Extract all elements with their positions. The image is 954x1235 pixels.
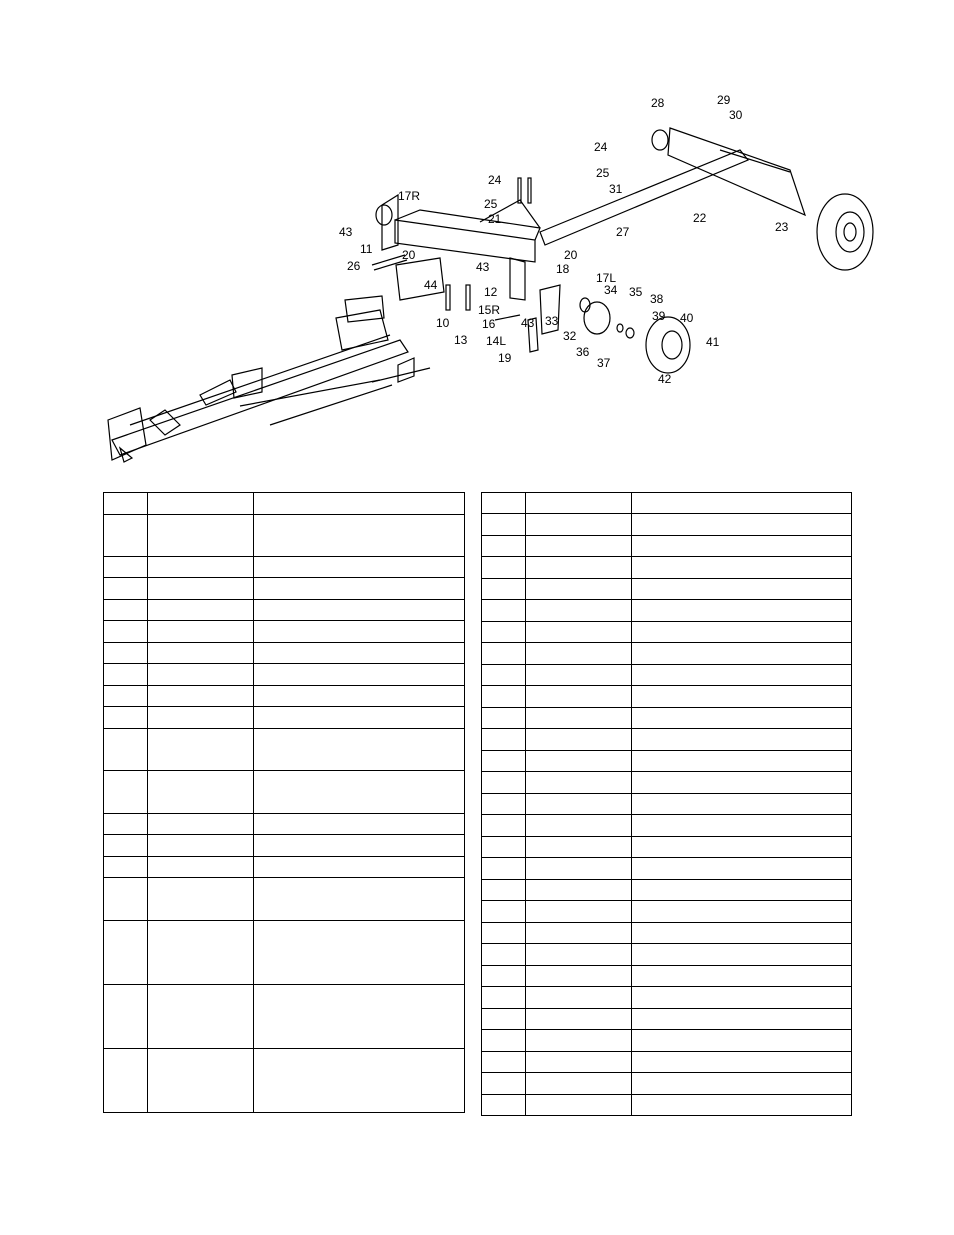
right-table-ref-cell bbox=[482, 987, 526, 1009]
right-table-description-cell bbox=[632, 729, 852, 751]
left-table-part-number-cell bbox=[148, 878, 254, 921]
right-table-row bbox=[482, 493, 852, 514]
right-table-ref-cell bbox=[482, 1073, 526, 1095]
callout-12: 12 bbox=[484, 285, 498, 299]
right-table-row bbox=[482, 987, 852, 1009]
right-table-ref-cell bbox=[482, 1095, 526, 1116]
left-table-description-cell bbox=[254, 493, 465, 515]
right-table-row bbox=[482, 923, 852, 944]
left-table-description-cell bbox=[254, 707, 465, 729]
left-table-ref-cell bbox=[104, 664, 148, 686]
left-table-description-cell bbox=[254, 643, 465, 664]
left-table-description-cell bbox=[254, 857, 465, 878]
right-table-ref-cell bbox=[482, 579, 526, 600]
right-table-description-cell bbox=[632, 622, 852, 643]
left-table-part-number-cell bbox=[148, 493, 254, 515]
right-table-description-cell bbox=[632, 901, 852, 923]
left-table-row bbox=[104, 835, 465, 857]
callout-17r: 17R bbox=[398, 189, 421, 203]
left-table-ref-cell bbox=[104, 814, 148, 835]
right-table-row bbox=[482, 708, 852, 729]
right-table-description-cell bbox=[632, 1073, 852, 1095]
left-table-ref-cell bbox=[104, 643, 148, 664]
callout-26: 26 bbox=[347, 259, 361, 273]
right-table-row bbox=[482, 751, 852, 772]
left-table-row bbox=[104, 621, 465, 643]
right-table-part-number-cell bbox=[526, 1009, 632, 1030]
right-table-ref-cell bbox=[482, 772, 526, 794]
right-table-description-cell bbox=[632, 880, 852, 901]
left-table-row bbox=[104, 686, 465, 707]
callout-32: 32 bbox=[563, 329, 577, 343]
left-table-ref-cell bbox=[104, 557, 148, 578]
right-table-row bbox=[482, 643, 852, 665]
right-table-row bbox=[482, 794, 852, 815]
right-table-part-number-cell bbox=[526, 880, 632, 901]
right-table-row bbox=[482, 514, 852, 536]
right-table-row bbox=[482, 1052, 852, 1073]
right-table-row bbox=[482, 858, 852, 880]
right-table-part-number-cell bbox=[526, 493, 632, 514]
left-table-part-number-cell bbox=[148, 729, 254, 771]
right-table-row bbox=[482, 579, 852, 600]
left-table-ref-cell bbox=[104, 493, 148, 515]
callout-37: 37 bbox=[597, 356, 611, 370]
left-table-ref-cell bbox=[104, 1049, 148, 1113]
callout-35: 35 bbox=[629, 285, 643, 299]
right-table-row bbox=[482, 966, 852, 987]
right-table-part-number-cell bbox=[526, 987, 632, 1009]
right-table-part-number-cell bbox=[526, 557, 632, 579]
left-table-ref-cell bbox=[104, 985, 148, 1049]
left-table-description-cell bbox=[254, 878, 465, 921]
callout-44: 44 bbox=[424, 278, 438, 292]
right-table-ref-cell bbox=[482, 514, 526, 536]
left-table-part-number-cell bbox=[148, 985, 254, 1049]
drawbar-assembly bbox=[108, 296, 430, 462]
left-table-ref-cell bbox=[104, 707, 148, 729]
left-table-description-cell bbox=[254, 814, 465, 835]
right-table-row bbox=[482, 1030, 852, 1052]
left-table-ref-cell bbox=[104, 578, 148, 600]
callout-25-right: 25 bbox=[596, 166, 610, 180]
right-table-part-number-cell bbox=[526, 1073, 632, 1095]
right-table-part-number-cell bbox=[526, 686, 632, 708]
left-table-ref-cell bbox=[104, 878, 148, 921]
right-table-description-cell bbox=[632, 493, 852, 514]
callout-40: 40 bbox=[680, 311, 694, 325]
right-table-row bbox=[482, 1009, 852, 1030]
callout-11: 11 bbox=[360, 242, 373, 256]
right-table-part-number-cell bbox=[526, 772, 632, 794]
right-table-description-cell bbox=[632, 944, 852, 966]
left-table-row bbox=[104, 921, 465, 985]
left-table-ref-cell bbox=[104, 729, 148, 771]
right-table-ref-cell bbox=[482, 665, 526, 686]
right-table-ref-cell bbox=[482, 600, 526, 622]
right-table-description-cell bbox=[632, 665, 852, 686]
callout-24-right: 24 bbox=[594, 140, 608, 154]
callout-30: 30 bbox=[729, 108, 743, 122]
left-table-row bbox=[104, 1049, 465, 1113]
parts-table-right bbox=[481, 492, 852, 1116]
callout-31: 31 bbox=[609, 182, 623, 196]
callout-18: 18 bbox=[556, 262, 570, 276]
callout-19: 19 bbox=[498, 351, 512, 365]
left-table-row bbox=[104, 729, 465, 771]
left-table-part-number-cell bbox=[148, 771, 254, 814]
left-table-row bbox=[104, 578, 465, 600]
left-table-row bbox=[104, 600, 465, 621]
right-table-part-number-cell bbox=[526, 923, 632, 944]
callout-10: 10 bbox=[436, 316, 450, 330]
left-table-description-cell bbox=[254, 664, 465, 686]
left-table-part-number-cell bbox=[148, 686, 254, 707]
left-table-part-number-cell bbox=[148, 600, 254, 621]
right-table-ref-cell bbox=[482, 944, 526, 966]
right-table-description-cell bbox=[632, 514, 852, 536]
right-table-description-cell bbox=[632, 923, 852, 944]
right-table-ref-cell bbox=[482, 923, 526, 944]
callout-29: 29 bbox=[717, 93, 731, 107]
callout-22: 22 bbox=[693, 211, 707, 225]
left-table-description-cell bbox=[254, 557, 465, 578]
right-table-row bbox=[482, 901, 852, 923]
right-table-row bbox=[482, 772, 852, 794]
right-table-part-number-cell bbox=[526, 815, 632, 837]
right-table-ref-cell bbox=[482, 643, 526, 665]
right-table-ref-cell bbox=[482, 557, 526, 579]
left-table-description-cell bbox=[254, 771, 465, 814]
right-table-part-number-cell bbox=[526, 1052, 632, 1073]
left-table-part-number-cell bbox=[148, 578, 254, 600]
right-table-description-cell bbox=[632, 557, 852, 579]
callout-24-center: 24 bbox=[488, 173, 502, 187]
right-table-description-cell bbox=[632, 1052, 852, 1073]
parts-table-right-body bbox=[482, 493, 852, 1116]
right-table-row bbox=[482, 665, 852, 686]
right-table-ref-cell bbox=[482, 536, 526, 557]
right-table-row bbox=[482, 536, 852, 557]
right-table-description-cell bbox=[632, 837, 852, 858]
right-table-description-cell bbox=[632, 815, 852, 837]
right-table-row bbox=[482, 1095, 852, 1116]
right-table-ref-cell bbox=[482, 1052, 526, 1073]
right-table-description-cell bbox=[632, 966, 852, 987]
right-table-ref-cell bbox=[482, 1030, 526, 1052]
right-table-ref-cell bbox=[482, 751, 526, 772]
right-table-ref-cell bbox=[482, 622, 526, 643]
left-table-row bbox=[104, 814, 465, 835]
callout-39: 39 bbox=[652, 309, 666, 323]
left-table-part-number-cell bbox=[148, 621, 254, 643]
left-table-part-number-cell bbox=[148, 664, 254, 686]
right-table-ref-cell bbox=[482, 837, 526, 858]
left-table-row bbox=[104, 664, 465, 686]
left-table-description-cell bbox=[254, 515, 465, 557]
right-table-description-cell bbox=[632, 772, 852, 794]
right-table-description-cell bbox=[632, 858, 852, 880]
callout-13: 13 bbox=[454, 333, 468, 347]
left-table-row bbox=[104, 515, 465, 557]
right-table-row bbox=[482, 686, 852, 708]
right-table-ref-cell bbox=[482, 493, 526, 514]
right-table-ref-cell bbox=[482, 880, 526, 901]
left-table-row bbox=[104, 985, 465, 1049]
right-table-part-number-cell bbox=[526, 1095, 632, 1116]
right-table-part-number-cell bbox=[526, 600, 632, 622]
right-table-part-number-cell bbox=[526, 665, 632, 686]
right-table-ref-cell bbox=[482, 729, 526, 751]
right-table-ref-cell bbox=[482, 1009, 526, 1030]
right-table-part-number-cell bbox=[526, 729, 632, 751]
left-table-ref-cell bbox=[104, 686, 148, 707]
callout-41: 41 bbox=[706, 335, 720, 349]
left-table-part-number-cell bbox=[148, 857, 254, 878]
left-table-description-cell bbox=[254, 835, 465, 857]
callout-20-right: 20 bbox=[564, 248, 578, 262]
left-table-description-cell bbox=[254, 686, 465, 707]
right-table-row bbox=[482, 622, 852, 643]
left-table-ref-cell bbox=[104, 621, 148, 643]
right-table-ref-cell bbox=[482, 858, 526, 880]
left-table-part-number-cell bbox=[148, 835, 254, 857]
right-table-description-cell bbox=[632, 1030, 852, 1052]
left-table-ref-cell bbox=[104, 857, 148, 878]
right-table-part-number-cell bbox=[526, 794, 632, 815]
callout-28: 28 bbox=[651, 96, 665, 110]
right-table-ref-cell bbox=[482, 708, 526, 729]
callout-38: 38 bbox=[650, 292, 664, 306]
callout-15r: 15R bbox=[478, 303, 501, 317]
left-table-row bbox=[104, 557, 465, 578]
left-table-description-cell bbox=[254, 600, 465, 621]
left-table-ref-cell bbox=[104, 600, 148, 621]
parts-table-left bbox=[103, 492, 465, 1113]
right-table-part-number-cell bbox=[526, 751, 632, 772]
right-table-description-cell bbox=[632, 794, 852, 815]
right-table-description-cell bbox=[632, 751, 852, 772]
callout-43-lower: 43 bbox=[521, 316, 535, 330]
right-table-ref-cell bbox=[482, 966, 526, 987]
left-table-ref-cell bbox=[104, 835, 148, 857]
left-table-description-cell bbox=[254, 578, 465, 600]
left-table-part-number-cell bbox=[148, 707, 254, 729]
right-table-part-number-cell bbox=[526, 901, 632, 923]
left-table-row bbox=[104, 493, 465, 515]
callout-27: 27 bbox=[616, 225, 630, 239]
right-table-description-cell bbox=[632, 1095, 852, 1116]
right-table-description-cell bbox=[632, 536, 852, 557]
callout-16: 16 bbox=[482, 317, 496, 331]
right-table-part-number-cell bbox=[526, 837, 632, 858]
right-table-row bbox=[482, 837, 852, 858]
left-table-part-number-cell bbox=[148, 557, 254, 578]
right-table-row bbox=[482, 557, 852, 579]
right-table-part-number-cell bbox=[526, 1030, 632, 1052]
axle-tube bbox=[540, 150, 748, 245]
right-table-part-number-cell bbox=[526, 536, 632, 557]
right-table-part-number-cell bbox=[526, 708, 632, 729]
right-table-description-cell bbox=[632, 708, 852, 729]
callout-43-left: 43 bbox=[339, 225, 353, 239]
callout-42: 42 bbox=[658, 372, 672, 386]
diagram-callout-labels bbox=[339, 93, 789, 386]
left-table-part-number-cell bbox=[148, 515, 254, 557]
right-table-description-cell bbox=[632, 600, 852, 622]
right-table-ref-cell bbox=[482, 815, 526, 837]
left-table-row bbox=[104, 857, 465, 878]
left-table-part-number-cell bbox=[148, 1049, 254, 1113]
left-table-ref-cell bbox=[104, 771, 148, 814]
left-table-part-number-cell bbox=[148, 814, 254, 835]
exploded-parts-diagram bbox=[0, 0, 954, 480]
left-table-row bbox=[104, 878, 465, 921]
callout-20-left: 20 bbox=[402, 248, 416, 262]
right-table-description-cell bbox=[632, 579, 852, 600]
right-table-ref-cell bbox=[482, 901, 526, 923]
callout-43-center: 43 bbox=[476, 260, 490, 274]
left-table-row bbox=[104, 643, 465, 664]
left-table-row bbox=[104, 771, 465, 814]
right-table-part-number-cell bbox=[526, 858, 632, 880]
tire bbox=[817, 194, 873, 270]
callout-36: 36 bbox=[576, 345, 590, 359]
left-table-description-cell bbox=[254, 921, 465, 985]
callout-17l: 17L bbox=[596, 271, 617, 285]
right-table-ref-cell bbox=[482, 686, 526, 708]
right-table-row bbox=[482, 600, 852, 622]
right-table-part-number-cell bbox=[526, 944, 632, 966]
right-table-part-number-cell bbox=[526, 966, 632, 987]
right-table-description-cell bbox=[632, 686, 852, 708]
callout-21: 21 bbox=[488, 212, 502, 226]
callout-23: 23 bbox=[775, 220, 789, 234]
left-table-ref-cell bbox=[104, 921, 148, 985]
right-table-description-cell bbox=[632, 987, 852, 1009]
left-table-ref-cell bbox=[104, 515, 148, 557]
left-table-part-number-cell bbox=[148, 643, 254, 664]
left-table-row bbox=[104, 707, 465, 729]
right-table-description-cell bbox=[632, 643, 852, 665]
left-table-description-cell bbox=[254, 621, 465, 643]
callout-33: 33 bbox=[545, 314, 559, 328]
callout-14l: 14L bbox=[486, 334, 507, 348]
right-table-row bbox=[482, 880, 852, 901]
right-table-ref-cell bbox=[482, 794, 526, 815]
right-table-description-cell bbox=[632, 1009, 852, 1030]
right-table-part-number-cell bbox=[526, 514, 632, 536]
right-table-row bbox=[482, 944, 852, 966]
left-table-description-cell bbox=[254, 1049, 465, 1113]
left-table-part-number-cell bbox=[148, 921, 254, 985]
right-table-row bbox=[482, 815, 852, 837]
right-table-part-number-cell bbox=[526, 622, 632, 643]
right-table-part-number-cell bbox=[526, 643, 632, 665]
callout-34: 34 bbox=[604, 283, 618, 297]
callout-25-center: 25 bbox=[484, 197, 498, 211]
parts-table-left-body bbox=[104, 493, 465, 1113]
right-table-part-number-cell bbox=[526, 579, 632, 600]
right-table-row bbox=[482, 729, 852, 751]
left-table-description-cell bbox=[254, 985, 465, 1049]
right-table-row bbox=[482, 1073, 852, 1095]
left-table-description-cell bbox=[254, 729, 465, 771]
